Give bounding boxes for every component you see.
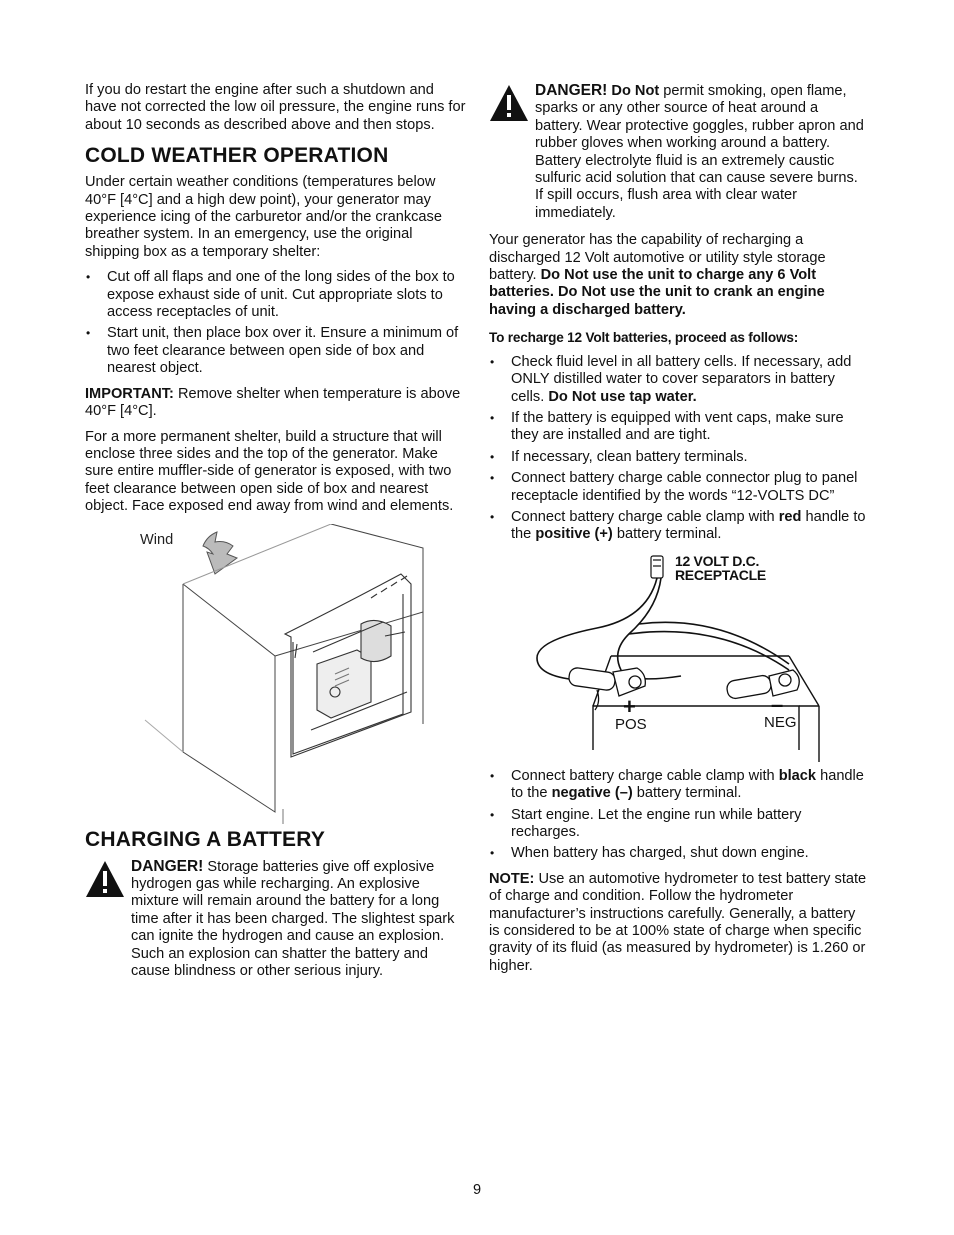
- intro-paragraph: If you do restart the engine after such a shutdown and have not corrected the low oil pressure, the engine runs for about 10 seconds as described above and then stops.: [85, 82, 466, 133]
- recharge-steps-list: [489, 354, 869, 544]
- step-text: battery terminal.: [612, 526, 722, 543]
- danger-word: DANGER!: [131, 857, 204, 875]
- note-paragraph: [489, 871, 869, 975]
- list-item: • If the battery is equipped with vent caps, make sure they are installed and are tight.: [489, 410, 869, 445]
- note-text: Use an automotive hydrometer to test battery state of charge and condition. Follow the hydrometer manufacturer’s instructions carefully. Generally, a battery is considered to be at 100% state of charge when specific gravity of its fluid (as measured by hydrometer) is 1.260 or higher.: [489, 870, 867, 974]
- warning-triangle-icon: [85, 860, 125, 898]
- danger-text: Storage batteries give off explosive hydrogen gas while recharging. An explosive mixture will remain around the battery for a long time after it has been charged. The slightest spark can ignite the hydrogen and cause an explosion. Such an explosion can shatter the battery and cause blindness or other serious injury.: [131, 858, 455, 979]
- danger-text: permit smoking, open flame, sparks or any other source of heat around a battery. Wear protective goggles, rubber apron and rubber gloves when working around a battery. Battery electrolyte fluid is an extremely caustic sulfuric acid solution that can cause severe burns. If spill occurs, flush area with clear water immediately.: [535, 83, 864, 221]
- list-item: [489, 354, 869, 406]
- list-item: • Connect battery charge cable connector plug to panel receptacle identified by the words “12-VOLTS DC”: [489, 470, 869, 505]
- black-label: black: [778, 767, 817, 784]
- generator-shelter-drawing: [85, 524, 467, 824]
- receptacle-line: 12 VOLT D.C.: [675, 552, 760, 569]
- list-item: [489, 768, 869, 803]
- list-item: • Cut off all flaps and one of the long sides of the box to expose exhaust side of unit. Cut appropriate slots to access receptacles of unit.: [85, 269, 467, 321]
- permanent-shelter-paragraph: For a more permanent shelter, build a structure that will enclose three sides and the top of the generator. Make sure entire muffler-side of generator is exposed, with two feet clearance between open side of box and nearest object. Face exposed end away from wind and elements.: [85, 428, 454, 515]
- battery-cable-drawing: [489, 552, 869, 764]
- plug-icon: [651, 556, 663, 578]
- capability-paragraph: [489, 232, 869, 319]
- cold-weather-list: [85, 269, 467, 377]
- step-text: handle to the: [511, 508, 866, 543]
- right-column: [489, 82, 869, 983]
- step-text: Connect battery charge cable clamp with: [511, 508, 779, 525]
- recharge-steps-list-continued: [489, 768, 869, 863]
- positive-label: positive (+): [535, 526, 613, 543]
- minus-sign: –: [771, 691, 784, 717]
- wind-arrow-icon: [203, 532, 237, 574]
- list-item: [489, 509, 869, 544]
- important-text: Remove shelter when temperature is above 40°F [4°C].: [85, 385, 461, 420]
- receptacle-line: RECEPTACLE: [675, 566, 766, 583]
- important-note: [85, 386, 467, 421]
- danger-block: [489, 82, 869, 222]
- list-item: • Start unit, then place box over it. Ensure a minimum of two feet clearance between open side of box and nearest object.: [85, 325, 467, 377]
- warning-triangle-icon: [489, 84, 529, 122]
- cold-weather-heading: COLD WEATHER OPERATION: [85, 144, 389, 168]
- charging-heading: CHARGING A BATTERY: [85, 827, 326, 851]
- red-label: red: [778, 508, 802, 525]
- negative-label: negative (–): [551, 785, 633, 802]
- pos-label: POS: [615, 715, 647, 733]
- wind-label: Wind: [140, 531, 174, 548]
- step-text: Connect battery charge cable clamp with: [511, 767, 779, 784]
- danger-bold: Do Not: [607, 83, 660, 99]
- step-warning: Do Not use tap water.: [548, 388, 697, 405]
- step-text: battery terminal.: [632, 785, 742, 802]
- plus-sign: +: [623, 693, 636, 719]
- recharge-subheading: To recharge 12 Volt batteries, proceed as follows:: [489, 330, 799, 346]
- list-item: • Start engine. Let the engine run while battery recharges.: [489, 807, 869, 842]
- danger-block: [85, 858, 467, 981]
- note-label: NOTE:: [489, 870, 535, 887]
- cold-weather-intro: Under certain weather conditions (temperatures below 40°F [4°C] and a high dew point), your generator may experience icing of the carburetor and/or the crankcase breather system. In an emergency, use the original shipping box as a temporary shelter:: [85, 174, 442, 260]
- list-item: • If necessary, clean battery terminals.: [489, 449, 869, 466]
- capability-text: Your generator has the capability of recharging a discharged 12 Volt automotive or utility style storage battery.: [489, 232, 826, 284]
- left-column: [85, 82, 467, 990]
- negative-clamp-icon: [726, 670, 799, 700]
- battery-illustration: [489, 552, 869, 764]
- page-number: 9: [472, 1182, 482, 1198]
- danger-word: DANGER!: [535, 82, 608, 99]
- step-text: handle to the: [511, 767, 864, 802]
- list-item: • When battery has charged, shut down engine.: [489, 845, 869, 862]
- shelter-illustration: [85, 524, 467, 824]
- neg-label: NEG: [764, 713, 797, 731]
- capability-warning: Do Not use the unit to charge any 6 Volt batteries. Do Not use the unit to crank an engine having a discharged battery.: [489, 267, 825, 318]
- important-label: IMPORTANT:: [85, 385, 174, 402]
- step-text: Check fluid level in all battery cells. If necessary, add ONLY distilled water to cover separators in battery cells.: [511, 353, 852, 405]
